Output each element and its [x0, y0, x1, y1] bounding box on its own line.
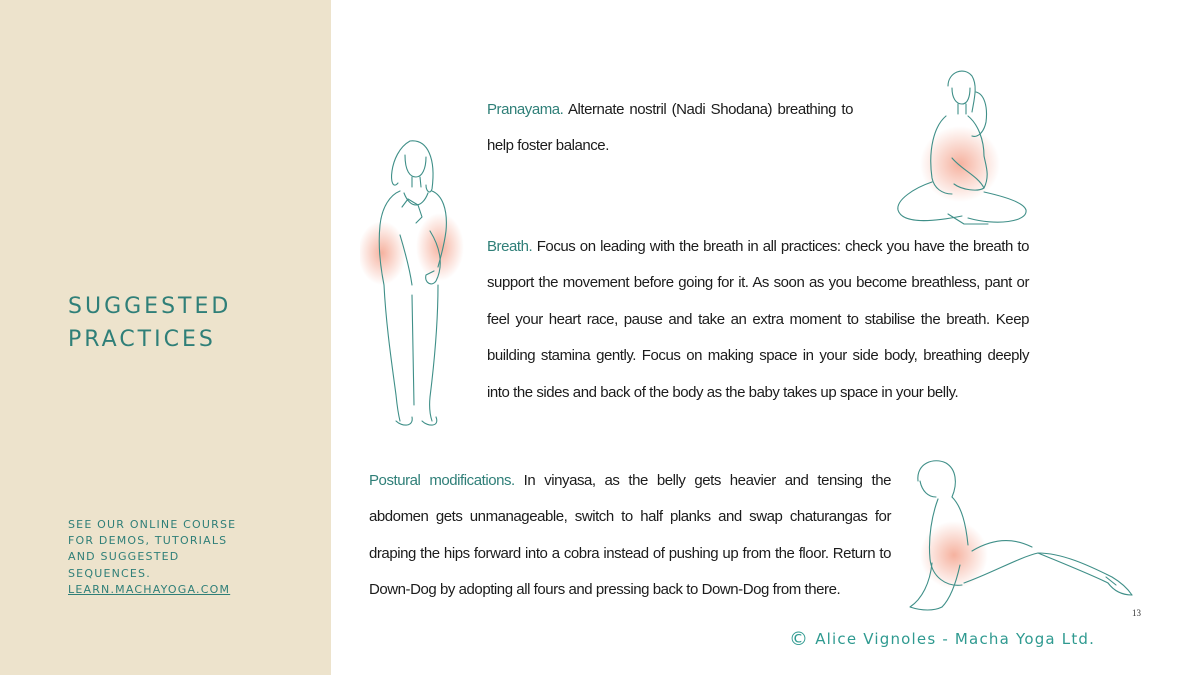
- course-note: [68, 517, 268, 598]
- copyright-text: Alice Vignoles - Macha Yoga Ltd.: [815, 630, 1096, 648]
- section-title: [68, 290, 231, 356]
- standing-figure-illustration: [360, 135, 470, 430]
- course-note-line: SEE OUR ONLINE COURSE: [68, 518, 237, 531]
- pranayama-paragraph: [487, 92, 853, 165]
- breath-text: Focus on leading with the breath in all practices: check you have the breath to support the movement before going for it. As soon as you become breathless, pant or feel your heart race, pause and take an extra moment to stabilise the breath. Keep building stamina gently. Focus on making space in your side body, breathing deeply into the sides and back of the body as the baby takes up space in your belly.: [487, 238, 1029, 401]
- page-number: 13: [1132, 608, 1141, 618]
- cobra-pose-illustration: [902, 453, 1136, 618]
- copyright-footer: [789, 628, 1095, 650]
- seated-pranayama-illustration: [892, 66, 1032, 232]
- postural-paragraph: [369, 463, 891, 609]
- course-note-line: SEQUENCES.: [68, 566, 151, 580]
- course-note-line: AND SUGGESTED: [68, 550, 180, 564]
- postural-text: In vinyasa, as the belly gets heavier and tensing the abdomen gets unmanageable, switch to half planks and swap chaturangas for draping the hips forward into a cobra instead of pushing up from the floor. Return to Down-Dog by adopting all fours and pressing back to Down-Dog from there.: [369, 472, 891, 599]
- section-title-line-1: SUGGESTED: [68, 294, 232, 319]
- section-title-line-2: PRACTICES: [68, 327, 216, 352]
- breath-paragraph: [487, 229, 1029, 411]
- pranayama-text: Alternate nostril (Nadi Shodana) breathing to help foster balance.: [487, 101, 854, 155]
- copyright-icon: ©: [789, 628, 810, 650]
- pranayama-lead: Pranayama.: [487, 101, 564, 118]
- course-note-line: FOR DEMOS, TUTORIALS: [68, 534, 228, 548]
- course-link[interactable]: LEARN.MACHAYOGA.COM: [68, 582, 231, 596]
- sidebar: [0, 0, 331, 675]
- breath-lead: Breath.: [487, 238, 533, 255]
- postural-lead: Postural modifications.: [369, 472, 515, 489]
